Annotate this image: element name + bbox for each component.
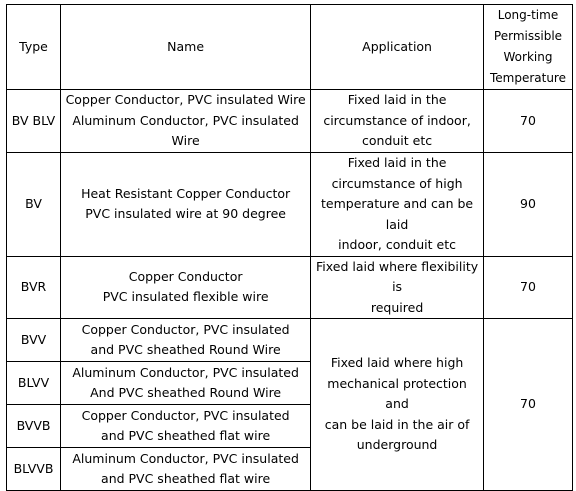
cell-type: BVV (7, 319, 61, 362)
cell-name: Aluminum Conductor, PVC insulated And PVC sheathed Round Wire (61, 362, 311, 405)
cell-temperature: 90 (483, 153, 572, 257)
table-row (7, 90, 573, 153)
header-temperature: Long-time Permissible Working Temperature (483, 5, 572, 90)
header-name: Name (61, 5, 311, 90)
cell-temperature: 70 (483, 90, 572, 153)
cell-name: Copper Conductor PVC insulated flexible wire (61, 256, 311, 319)
table-row (7, 256, 573, 319)
cell-application: Fixed laid in the circumstance of high temperature and can be laid indoor, conduit etc (311, 153, 484, 257)
cell-application: Fixed laid in the circumstance of indoor, conduit etc (311, 90, 484, 153)
cell-temperature-merged: 70 (483, 319, 572, 491)
table-row (7, 319, 573, 362)
header-type: Type (7, 5, 61, 90)
table-header-row (7, 5, 573, 90)
cell-type: BV BLV (7, 90, 61, 153)
cell-name: Copper Conductor, PVC insulated and PVC sheathed flat wire (61, 405, 311, 448)
cell-name: Aluminum Conductor, PVC insulated and PVC sheathed flat wire (61, 448, 311, 491)
cell-type: BLVVB (7, 448, 61, 491)
cell-application: Fixed laid where flexibility is required (311, 256, 484, 319)
cell-name: Copper Conductor, PVC insulated Wire Aluminum Conductor, PVC insulated Wire (61, 90, 311, 153)
cell-type: BLVV (7, 362, 61, 405)
cell-temperature: 70 (483, 256, 572, 319)
cell-name: Copper Conductor, PVC insulated and PVC sheathed Round Wire (61, 319, 311, 362)
cell-type: BVVB (7, 405, 61, 448)
cell-type: BVR (7, 256, 61, 319)
cell-application-merged: Fixed laid where high mechanical protection and can be laid in the air of underground (311, 319, 484, 491)
header-application: Application (311, 5, 484, 90)
cell-type: BV (7, 153, 61, 257)
table-row (7, 153, 573, 257)
cell-name: Heat Resistant Copper Conductor PVC insulated wire at 90 degree (61, 153, 311, 257)
cable-spec-table (6, 4, 573, 491)
